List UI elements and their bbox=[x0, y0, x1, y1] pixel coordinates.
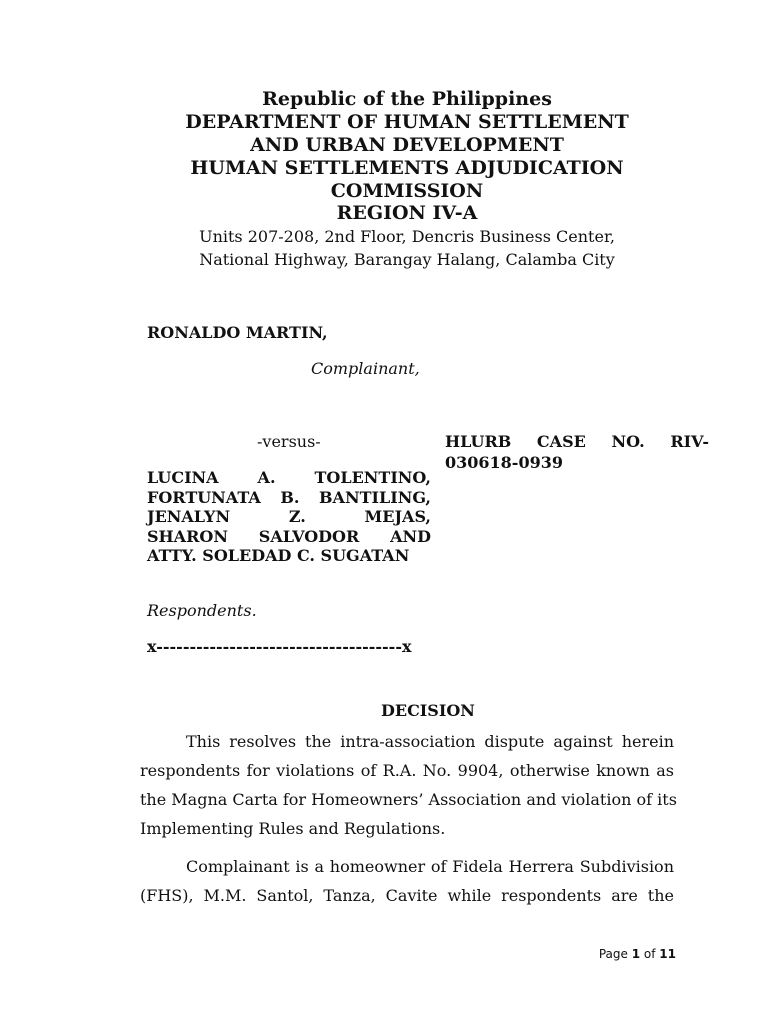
respondent-line: ATTY. SOLEDAD C. SUGATAN bbox=[147, 546, 410, 565]
page-current: 1 bbox=[631, 947, 641, 961]
respondents-label: Respondents. bbox=[147, 601, 257, 620]
paragraph1-line: This resolves the intra-association dispute against herein bbox=[186, 732, 674, 751]
complainant-name: RONALDO MARTIN, bbox=[147, 323, 328, 342]
page-word: Page bbox=[598, 947, 628, 961]
header-address-line1: Units 207-208, 2nd Floor, Dencris Business Center, bbox=[199, 227, 615, 246]
paragraph1-line: the Magna Carta for Homeowners’ Association and violation of its bbox=[140, 790, 677, 809]
decision-title: DECISION bbox=[381, 701, 475, 720]
case-number-line1: HLURB CASE NO. RIV- bbox=[445, 432, 709, 451]
header-republic: Republic of the Philippines bbox=[262, 88, 552, 110]
respondent-line: JENALYN Z. MEJAS, bbox=[147, 507, 431, 526]
respondent-line: LUCINA A. TOLENTINO, bbox=[147, 468, 431, 487]
header-department-line1: DEPARTMENT OF HUMAN SETTLEMENT bbox=[185, 111, 629, 133]
case-number-line2: 030618-0939 bbox=[445, 453, 563, 472]
paragraph2-line: (FHS), M.M. Santol, Tanza, Cavite while respondents are the bbox=[140, 886, 674, 905]
header-department-line2: AND URBAN DEVELOPMENT bbox=[250, 134, 564, 156]
of-word: of bbox=[643, 947, 656, 961]
paragraph1-line: Implementing Rules and Regulations. bbox=[140, 819, 446, 838]
complainant-label: Complainant, bbox=[311, 359, 420, 378]
paragraph2-line: Complainant is a homeowner of Fidela Herrera Subdivision bbox=[186, 857, 674, 876]
header-commission-line2: COMMISSION bbox=[330, 180, 484, 202]
paragraph1-line: respondents for violations of R.A. No. 9904, otherwise known as bbox=[140, 761, 674, 780]
respondent-line: SHARON SALVODOR AND bbox=[147, 526, 431, 546]
header-region: REGION IV-A bbox=[336, 202, 478, 224]
header-address-line2: National Highway, Barangay Halang, Calamba City bbox=[199, 250, 615, 269]
versus-label: -versus- bbox=[257, 432, 321, 451]
header-commission-line1: HUMAN SETTLEMENTS ADJUDICATION bbox=[190, 157, 624, 179]
respondent-line: FORTUNATA B. BANTILING, bbox=[147, 487, 431, 507]
caption-separator: x-------------------------------------x bbox=[147, 637, 412, 656]
page-number bbox=[599, 947, 676, 961]
page-total: 11 bbox=[659, 947, 676, 961]
